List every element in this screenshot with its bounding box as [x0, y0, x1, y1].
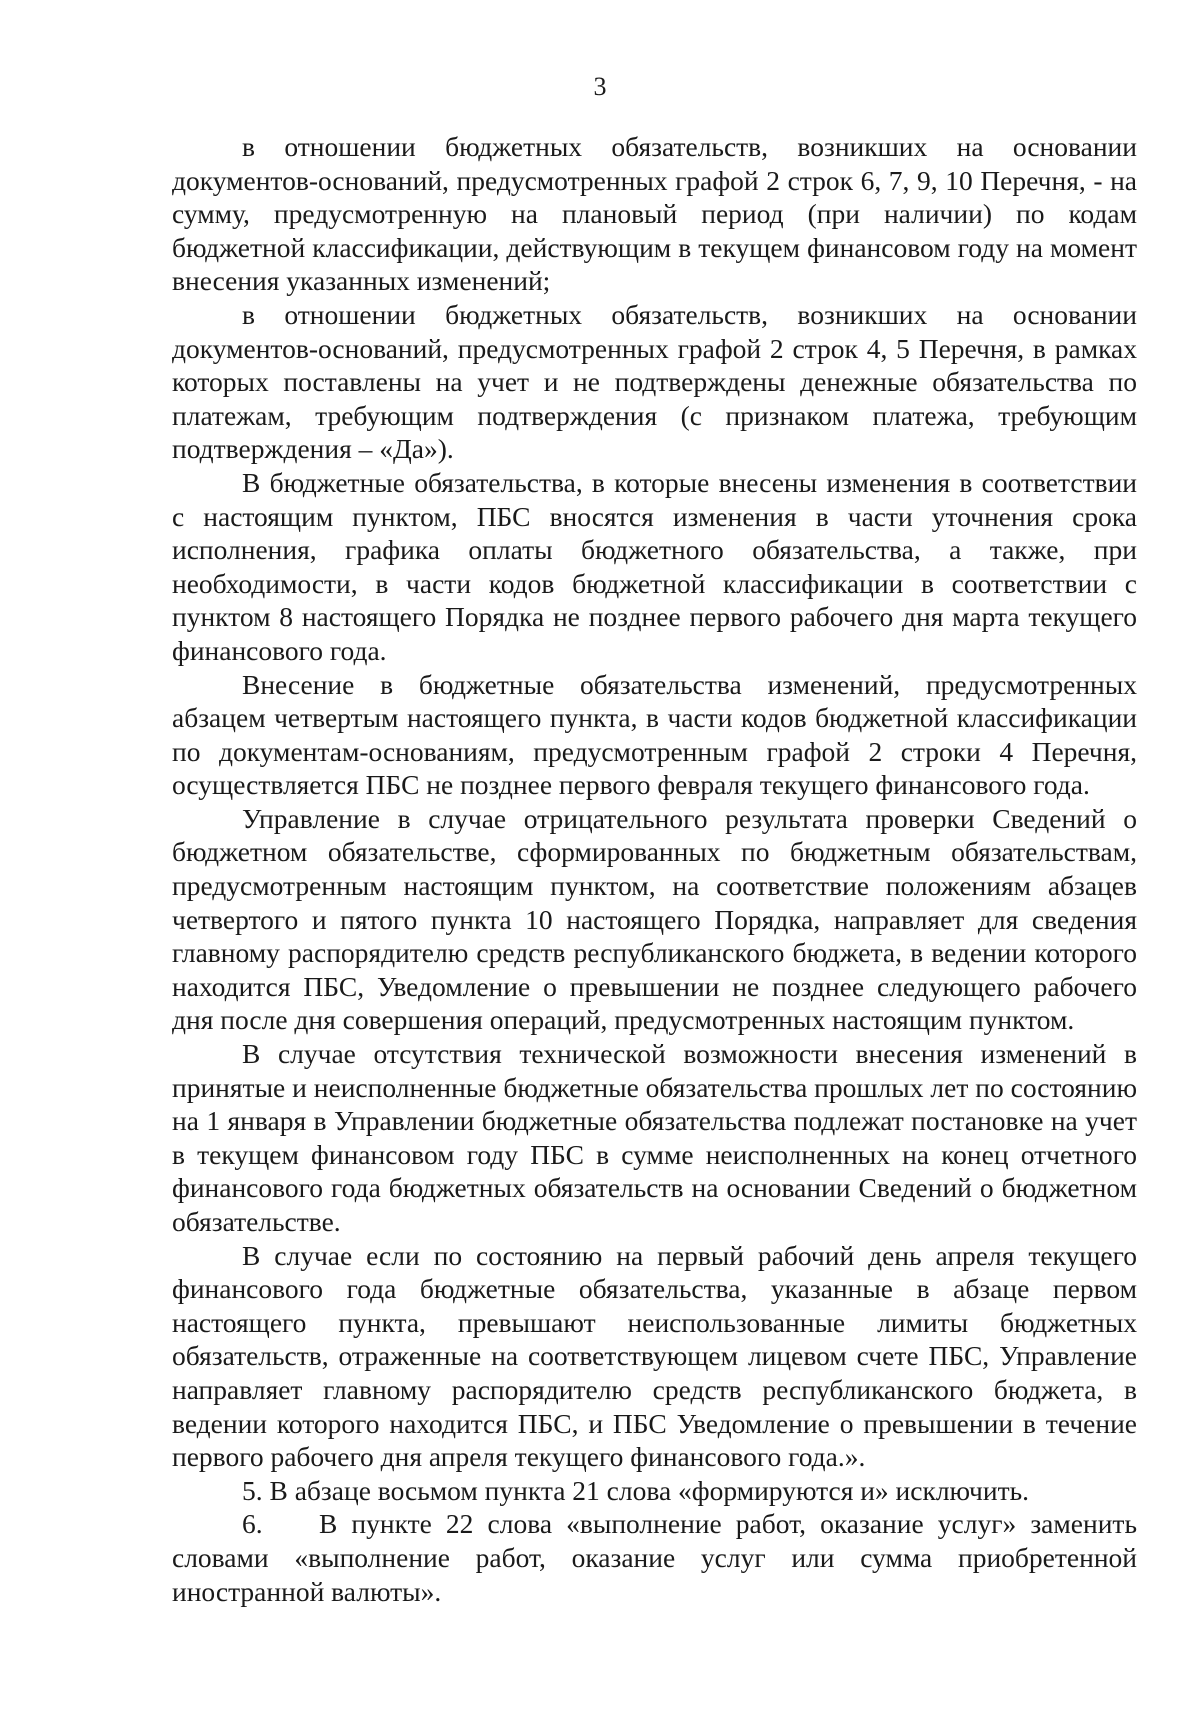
paragraph-2: в отношении бюджетных обязательств, возникших на основании документов-оснований, предусмотренных графой 2 строк 4, 5 Перечня, в рамках которых поставлены на учет и не подтверждены денежные обязательства по платежам, требующим подтверждения (с признаком платежа, требующим подтверждения – «Да»).: [172, 298, 1137, 465]
page-number: 3: [593, 72, 607, 101]
paragraph-5: Управление в случае отрицательного результата проверки Сведений о бюджетном обязательстве, сформированных по бюджетным обязательствам, предусмотренным настоящим пунктом, на соответствие положениям абзацев четвертого и пятого пункта 10 настоящего Порядка, направляет для сведения главному распорядителю средств республиканского бюджета, в ведении которого находится ПБС, Уведомление о превышении не позднее следующего рабочего дня после дня совершения операций, предусмотренных настоящим пунктом.: [172, 802, 1137, 1036]
paragraph-item-5: 5. В абзаце восьмом пункта 21 слова «формируются и» исключить.: [242, 1474, 1030, 1506]
document-body: [172, 130, 1144, 1608]
paragraph-3: В бюджетные обязательства, в которые внесены изменения в соответствии с настоящим пунктом, ПБС вносятся изменения в части уточнения срока исполнения, графика оплаты бюджетного обязательства, а также, при необходимости, в части кодов бюджетной классификации в соответствии с пунктом 8 настоящего Порядка не позднее первого рабочего дня марта текущего финансового года.: [172, 466, 1137, 666]
paragraph-4: Внесение в бюджетные обязательства изменений, предусмотренных абзацем четвертым настоящего пункта, в части кодов бюджетной классификации по документам-основаниям, предусмотренным графой 2 строки 4 Перечня, осуществляется ПБС не позднее первого февраля текущего финансового года.: [172, 668, 1137, 801]
paragraph-7: В случае если по состоянию на первый рабочий день апреля текущего финансового года бюджетные обязательства, указанные в абзаце первом настоящего пункта, превышают неиспользованные лимиты бюджетных обязательств, отраженные на соответствующем лицевом счете ПБС, Управление направляет главному распорядителю средств республиканского бюджета, в ведении которого находится ПБС, и ПБС Уведомление о превышении в течение первого рабочего дня апреля текущего финансового года.».: [172, 1239, 1137, 1473]
paragraph-6: В случае отсутствия технической возможности внесения изменений в принятые и неисполненные бюджетные обязательства прошлых лет по состоянию на 1 января в Управлении бюджетные обязательства подлежат постановке на учет в текущем финансовом году ПБС в сумме неисполненных на конец отчетного финансового года бюджетных обязательств на основании Сведений о бюджетном обязательстве.: [172, 1038, 1137, 1237]
paragraph-item-6: 6. В пункте 22 слова «выполнение работ, оказание услуг» заменить словами «выполнение работ, оказание услуг или сумма приобретенной иностранной валюты».: [172, 1508, 1144, 1607]
paragraph-1: в отношении бюджетных обязательств, возникших на основании документов-оснований, предусмотренных графой 2 строк 6, 7, 9, 10 Перечня, - на сумму, предусмотренную на плановый период (при наличии) по кодам бюджетной классификации, действующим в текущем финансовом году на момент внесения указанных изменений;: [172, 131, 1137, 297]
